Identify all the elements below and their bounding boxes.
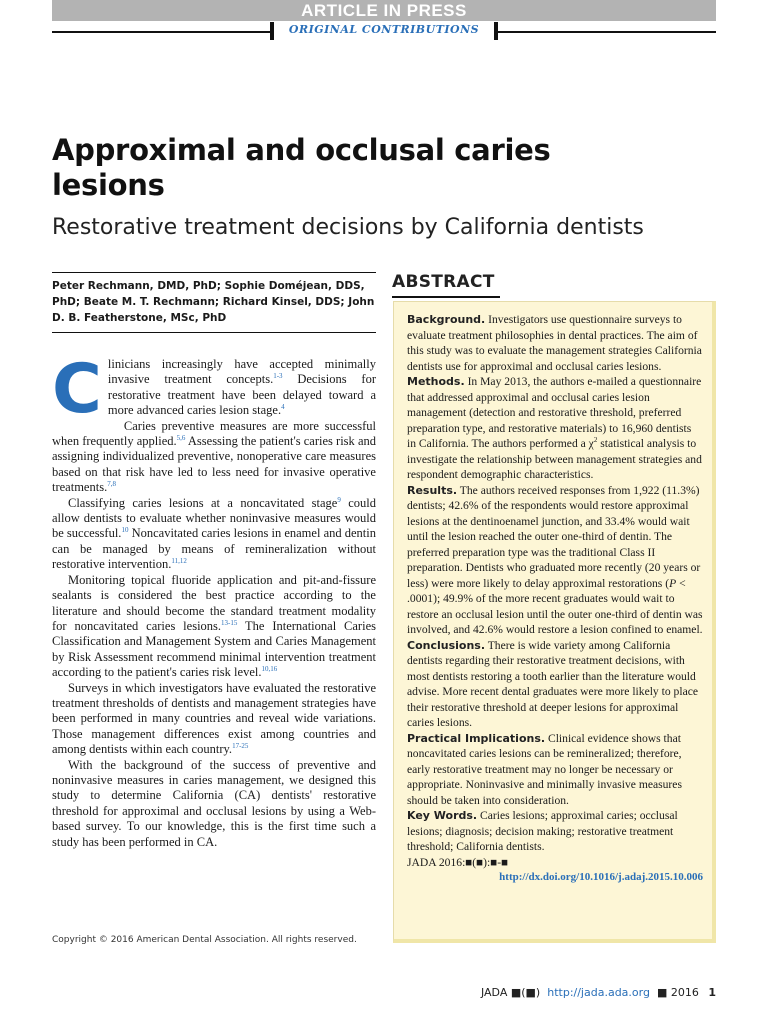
citation-ref[interactable]: 7,8 [107, 480, 116, 489]
page-footer [481, 986, 716, 999]
article-body [52, 350, 376, 850]
footer-journal: JADA ■(■) [480, 986, 541, 999]
body-paragraph-2: Caries preventive measures are more successful when frequently applied.$^{5,6}$ Assessing the patient's caries risk and assigning individualized preventive, nonoperative care measures based on that risk have led to less need for invasive operative treatments.$^{7,8}$ [52, 418, 376, 495]
citation-ref[interactable]: 10 [121, 526, 129, 535]
body-paragraph-5: Surveys in which investigators have evaluated the restorative treatment thresholds of dentists and management strategies have been performed in many countries and reveal wide variations. Those management differences exist among countries and among dentists within each country.$^{17-25}$ [52, 680, 376, 757]
section-header [52, 22, 716, 40]
article-title: Approximal and occlusal caries lesions [52, 133, 551, 202]
citation-ref[interactable]: 5,6 [176, 433, 186, 442]
body-paragraph-6: With the background of the success of preventive and noninvasive measures in caries management, we designed this study to determine California (CA) dentists' restorative threshold for approximal and occlusal lesions by using a Web-based survey. To our knowledge, this is the first time such a study has been performed in CA. [52, 757, 376, 849]
doi-link[interactable]: http://dx.doi.org/10.1016/j.adaj.2015.10.006 [499, 871, 703, 883]
citation-ref[interactable]: 10,16 [261, 664, 278, 673]
section-rule-right [498, 31, 716, 33]
author-rule-bottom [52, 332, 376, 333]
abstract-heading: ABSTRACT [392, 272, 495, 292]
abstract-results: Results. The authors received responses from 1,922 (11.3%) dentists; 42.6% of the respondents would restore approximal lesions at the dentinoenamel junction, and 33.4% would wait until the lesion reached the outer one-third of dentin. The preferred preparation type was the traditional Class II preparation. Dentists who graduated more recently (20 years or less) were more likely to delay approximal restorations (P < .0001); 49.9% of the more recent graduates would wait to restore an occlusal lesion until the outer one-third of dentin was involved, and 42.6% would restore a lesion confined to enamel. [407, 483, 703, 636]
abstract-label: Results. [407, 483, 458, 497]
abstract-heading-rule [392, 296, 500, 298]
body-paragraph-4: Monitoring topical fluoride application and pit-and-fissure sealants is considered the best practice according to the literature and should become the standard treatment modality for noncavitated caries lesions.$^{13-15}$ The International Caries Classification and Management System and Caries Management by Risk Assessment recommend minimal intervention treatment according to the patient's caries risk level.$^{10,16}$ [52, 572, 376, 680]
abstract-methods: Methods. In May 2013, the authors e-mailed a questionnaire that addressed approximal and occlusal caries lesion management (detection and restorative threshold, preferred preparation type, and restorative materials) to 16,960 dentists in California. The authors performed a $\chi^2$ statistical analysis to investigate the relationship between management strategies and respondent demographic characteristics. [407, 375, 702, 481]
abstract-label: Background. [407, 313, 486, 326]
citation-ref[interactable]: 11,12 [171, 557, 187, 566]
article-subtitle: Restorative treatment decisions by California dentists [52, 215, 644, 240]
copyright-notice: Copyright © 2016 American Dental Association. All rights reserved. [52, 935, 357, 945]
section-rule-left [52, 31, 270, 33]
abstract-conclusions: Conclusions. There is wide variety among California dentists regarding their restorative treatment decisions, with most dentists restoring a tooth earlier than the literature would advise. More recent dental graduates were more likely to place their restorative threshold at deeper lesions for approximal caries lesions. [407, 638, 699, 729]
author-list: Peter Rechmann, DMD, PhD; Sophie Doméjean, DDS, PhD; Beate M. T. Rechmann; Richard Kinsel, DDS; John D. B. Featherstone, MSc, PhD [52, 280, 375, 324]
body-paragraph-3: Classifying caries lesions at a noncavitated stage$^9$ could allow dentists to evaluate whether noninvasive measures would be successful.$^{10}$ Noncavitated caries lesions in enamel and dentin can be managed by means of remineralization without restorative intervention.$^{11,12}$ [52, 495, 376, 572]
section-label: ORIGINAL CONTRIBUTIONS [288, 23, 480, 36]
citation-ref[interactable]: 13-15 [221, 618, 238, 627]
citation-ref[interactable]: 4 [281, 403, 285, 412]
abstract-label: Methods. [407, 375, 465, 388]
citation-ref[interactable]: 9 [337, 495, 341, 504]
page-number: 1 [708, 986, 716, 999]
abstract-label: Practical Implications. [407, 731, 546, 745]
citation-ref[interactable]: 1-3 [273, 372, 283, 381]
abstract-background: Background. Investigators use questionnaire surveys to evaluate treatment philosophies in dental practices. The aim of this study was to evaluate the management strategies California dentists use for approximal and occlusal caries lesions. [407, 313, 702, 373]
citation-ref[interactable]: 17-25 [232, 742, 249, 750]
abstract-keywords: Key Words. Caries lesions; approximal caries; occlusal lesions; diagnosis; decision making; restorative treatment threshold; California dentists. [407, 809, 678, 853]
abstract-label: Conclusions. [407, 638, 486, 652]
body-paragraph-1: Clinicians increasingly have accepted minimally invasive treatment concepts.$^{1-3}$ Decisions for restorative treatment have been delayed toward a more advanced caries lesion stage.$^4$ [52, 350, 376, 429]
abstract-implications: Practical Implications. Clinical evidence shows that noncavitated caries lesions can be remineralized; therefore, early restorative treatment may no longer be necessary or appropriate. Noninvasive and minimally invasive measures should be taken into consideration. [407, 731, 682, 807]
abstract-label: Key Words. [407, 809, 478, 822]
abstract-citation: JADA 2016:■(■):■-■ [407, 855, 509, 869]
footer-year: ■ 2016 [656, 986, 699, 999]
author-rule-top [52, 272, 376, 273]
footer-url-link[interactable]: http://jada.ada.org [547, 986, 650, 999]
abstract-box [393, 301, 716, 943]
article-in-press-banner: ARTICLE IN PRESS [52, 0, 716, 21]
drop-cap: C [52, 350, 102, 429]
